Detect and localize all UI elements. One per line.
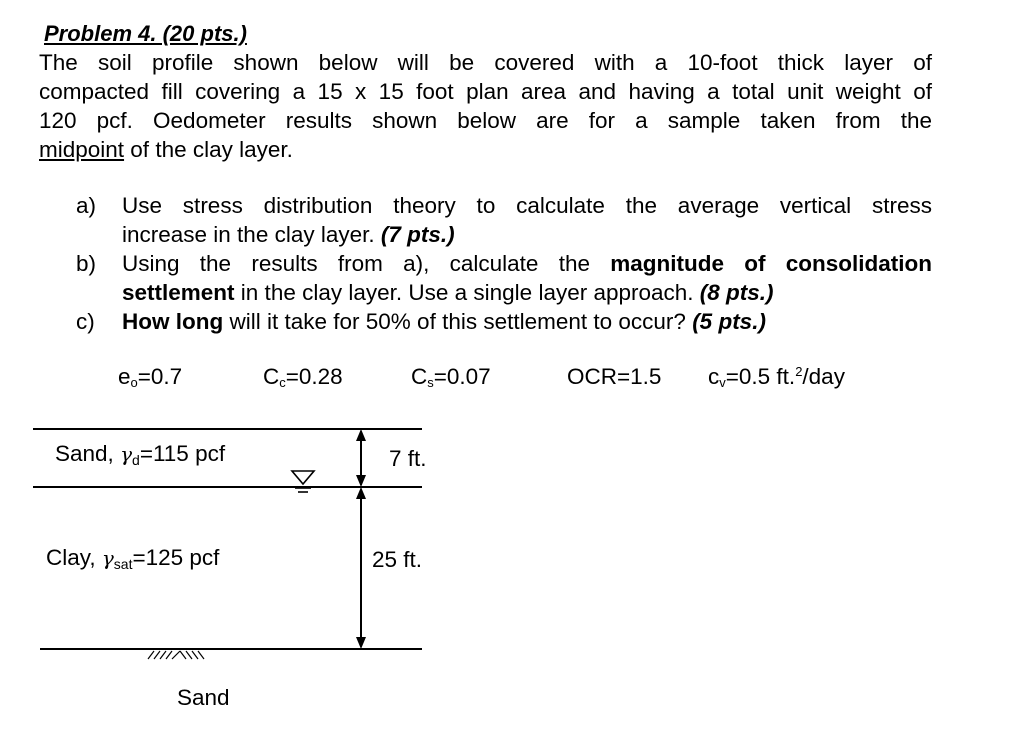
question-b-label: b)	[76, 251, 97, 276]
param-cc: $C_c=0.28$	[263, 364, 343, 390]
intro-line-3: 120 pcf. Oedometer results shown below are for a sample taken from the	[39, 108, 932, 133]
param-e0: $e_o=0.7$	[118, 364, 183, 390]
question-b-points: (8 pts.)	[699, 280, 774, 305]
param-cs: $C_s=0.07$	[411, 364, 491, 390]
intro-line-1: The soil profile shown below will be covered with a 10-foot thick layer of	[39, 50, 932, 75]
intro-line-2: compacted fill covering a 15 x 15 foot plan area and having a total unit weight of	[39, 79, 932, 104]
question-c-bold: How long	[122, 309, 224, 334]
question-b-line-2-bold: settlement	[122, 280, 235, 305]
bottom-sand-label: Sand	[177, 685, 230, 710]
soil-hatching-icon	[148, 651, 204, 659]
intro-line-4-rest: of the clay layer.	[124, 137, 293, 162]
dimension-label-7ft: 7 ft.	[389, 446, 427, 471]
question-a-points: (7 pts.)	[380, 222, 455, 247]
clay-layer-label: Clay, $\gamma_{sat}=125$ pcf	[46, 545, 220, 572]
question-b-line-1-text: Using the results from a), calculate the	[122, 251, 611, 276]
dimension-label-25ft: 25 ft.	[372, 547, 423, 572]
question-a-line-2-text: increase in the clay layer.	[122, 222, 381, 247]
question-a-line-1: Use stress distribution theory to calculate the average vertical stress	[122, 193, 932, 218]
problem-title: Problem 4. (20 pts.)	[44, 21, 247, 46]
question-a-label: a)	[76, 193, 97, 218]
question-b-line-1-bold: magnitude of consolidation	[610, 251, 932, 276]
sand-layer-label: Sand, $\gamma_d=115$ pcf	[55, 441, 226, 468]
param-cv: $c_v=0.5$ ft.$^2$/day	[708, 364, 845, 390]
midpoint-underlined: midpoint	[39, 137, 125, 162]
dimension-arrow-25ft	[356, 487, 366, 649]
question-b-line-2-text: in the clay layer. Use a single layer approach.	[234, 280, 700, 305]
question-c-text: will it take for 50% of this settlement to occur?	[223, 309, 693, 334]
question-c-points: (5 pts.)	[692, 309, 766, 334]
dimension-arrow-7ft	[356, 429, 366, 487]
water-table-icon	[292, 471, 314, 492]
question-c-label: c)	[76, 309, 95, 334]
param-ocr: OCR=1.5	[567, 364, 662, 389]
